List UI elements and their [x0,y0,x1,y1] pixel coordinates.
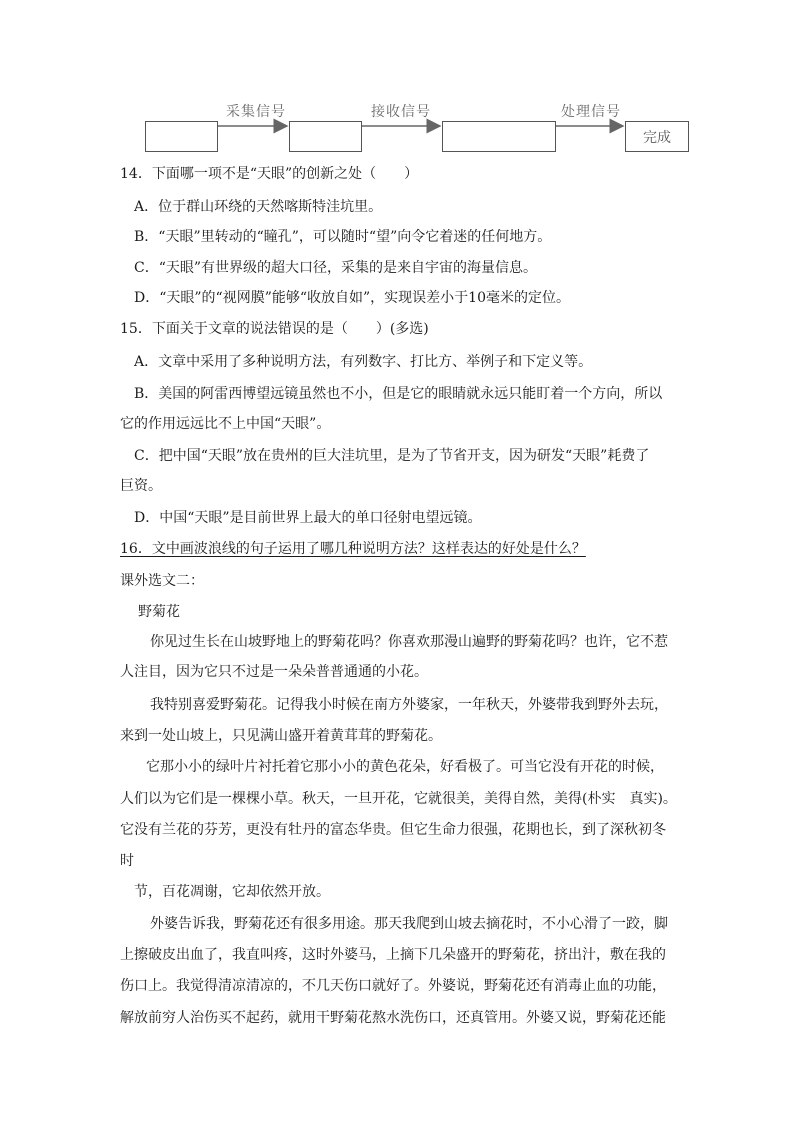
essay-line: 外婆告诉我，野菊花还有很多用途。那天我爬到山坡去摘花时，不小心滑了一跤，脚 [150,916,668,932]
q15-stem: 15．下面关于文章的说法错误的是（ ）(多选) [120,321,429,337]
essay-line: 你见过生长在山坡野地上的野菊花吗？你喜欢那漫山遍野的野菊花吗？也许，它不惹 [150,634,668,650]
q14-option-c: C．“天眼”有世界级的超大口径，采集的是来自宇宙的海量信息。 [134,260,538,276]
q14-option-d: D．“天眼”的“视网膜”能够“收放自如”，实现误差小于10毫米的定位。 [134,290,570,306]
flow-box-1 [145,121,218,152]
q16-question: 16．文中画波浪线的句子运用了哪几种说明方法？这样表达的好处是什么？ [120,541,586,557]
essay-line: 它那小小的绿叶片衬托着它那小小的黄色花朵，好看极了。可当它没有开花的时候， [146,759,664,775]
q15-option-b-cont: 它的作用远远比不上中国“天眼”。 [120,416,331,432]
signal-flow-diagram [0,0,794,160]
q14-stem: 14．下面哪一项不是“天眼”的创新之处（ ） [120,166,419,182]
essay-line: 时 [120,853,134,869]
label-collect-signal: 采集信号 [226,104,286,120]
label-process-signal: 处理信号 [561,104,621,120]
label-receive-signal: 接收信号 [371,104,431,120]
essay-line: 解放前穷人治伤买不起药，就用干野菊花熬水洗伤口，还真管用。外婆又说，野菊花还能 [120,1010,666,1026]
flow-box-3 [442,121,556,152]
q15-option-c-cont: 巨资。 [120,478,162,494]
q15-option-a: A．文章中采用了多种说明方法，有列数字、打比方、举例子和下定义等。 [134,354,593,370]
essay-line: 它没有兰花的芬芳，更没有牡丹的富态华贵。但它生命力很强，花期也长，到了深秋初冬 [120,822,666,838]
essay-line: 来到一处山坡上，只见满山盛开着黄茸茸的野菊花。 [120,728,442,744]
q15-option-b: B．美国的阿雷西博望远镜虽然也不小，但是它的眼睛就永远只能盯着一个方向，所以 [134,386,663,402]
flow-box-complete: 完成 [625,121,689,152]
q14-option-b: B．“天眼”里转动的“瞳孔”，可以随时“望”向令它着迷的任何地方。 [134,229,552,245]
q14-option-a: A．位于群山环绕的天然喀斯特洼坑里。 [134,199,383,215]
section-label: 课外选文二： [120,573,204,589]
essay-line: 伤口上。我觉得清凉清凉的，不几天伤口就好了。外婆说，野菊花还有消毒止血的功能， [120,978,666,994]
essay-line: 人注目，因为它只不过是一朵朵普普通通的小花。 [120,664,428,680]
q15-option-c: C．把中国“天眼”放在贵州的巨大洼坑里，是为了节省开支，因为研发“天眼”耗费了 [134,448,650,464]
flow-box-2 [289,121,362,152]
essay-line: 上擦破皮出血了，我直叫疼，这时外婆马，上摘下几朵盛开的野菊花，挤出汁，敷在我的 [120,947,666,963]
essay-line: 我特别喜爱野菊花。记得我小时候在南方外婆家，一年秋天，外婆带我到野外去玩， [150,697,668,713]
essay-line: 人们以为它们是一棵棵小草。秋天，一旦开花，它就很美，美得自然，美得(朴实 真实)。 [120,791,677,807]
essay-line: 节，百花凋谢，它却依然开放。 [134,884,330,900]
q15-option-d: D．中国“天眼”是目前世界上最大的单口径射电望远镜。 [134,510,482,526]
essay-title: 野菊花 [138,604,180,620]
